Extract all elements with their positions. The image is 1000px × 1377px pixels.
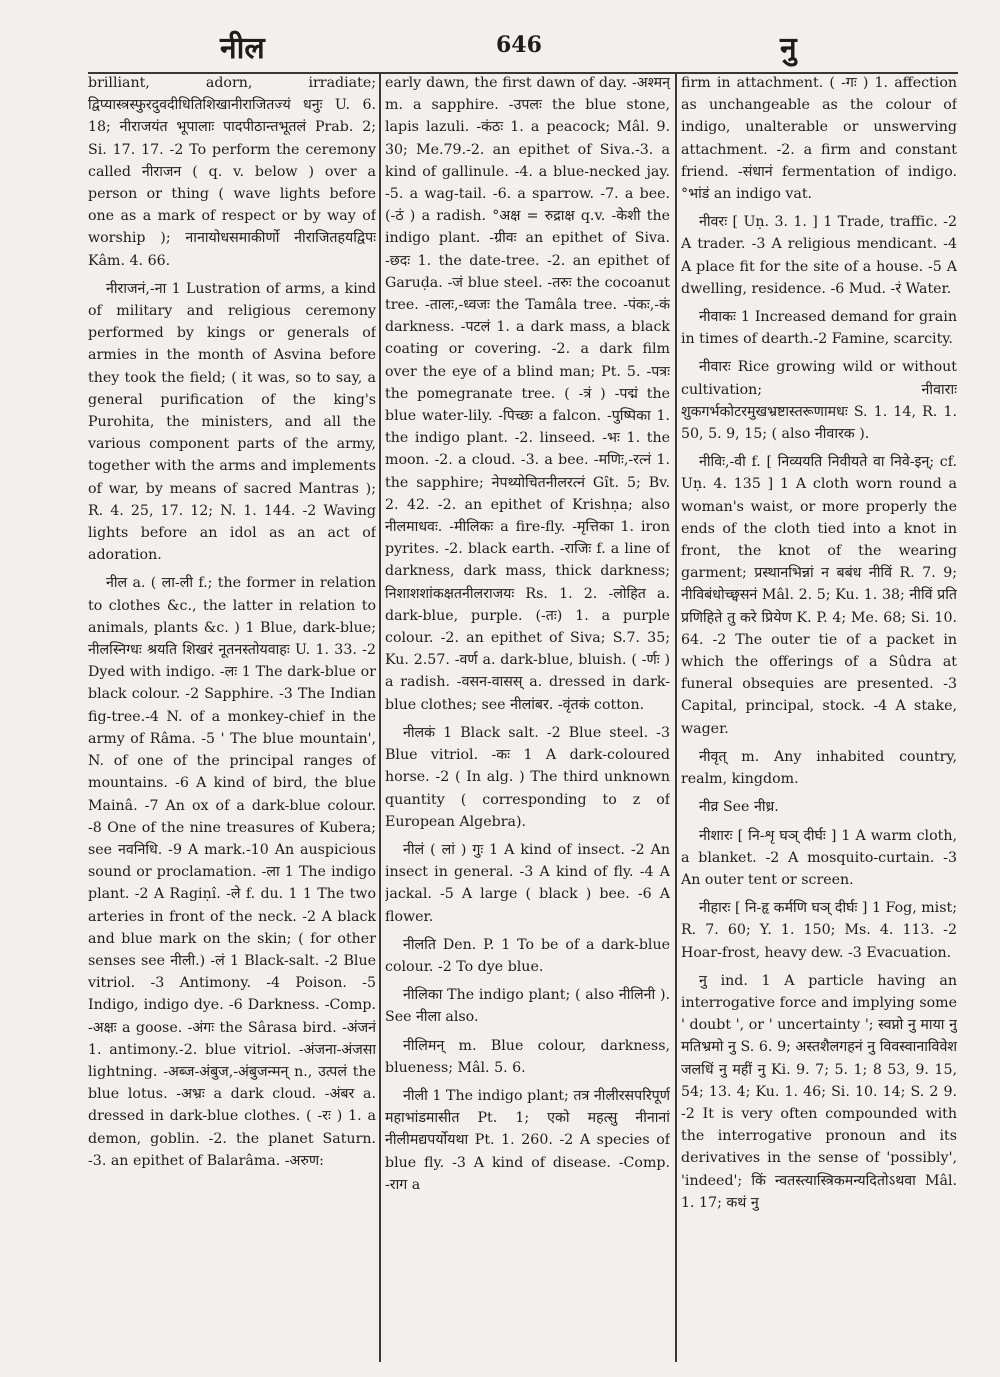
entry-nila: नील a. ( ला-ली f.; the former in relation to clothes &c., the latter in relation to animals, plants &c. ) 1 Blue, dark-blue; नीलस्निग्धः श्रयति शिखरं नूतनस्तोयवाहः U. 1. 33. -2 Dyed with indigo. -लः 1 The dark-blue or black colour. -2 Sapphire. -3 The Indian fig-tree.-4 N. of a monkey-chief in the army of Râma. -5 ' The blue mountain', N. of one of the principal ranges of mountains. -6 A kind of bird, the blue Mainâ. -7 An ox of a dark-blue colour. -8 One of the nine treasures of Kubera; see नवनिधि. -9 A mark.-10 An auspicious sound or proclamation. -ला 1 The indigo plant. -2 A Ragiṇî. -ले f. du. 1 1 The two arteries in front of the neck. -2 A black and blue mark on the skin; ( for other senses see नीली.) -लं 1 Black-salt. -2 Blue vitriol. -3 Antimony. -4 Poison. -5 Indigo, indigo dye. -6 Darkness. -Comp. -अक्षः a goose. -अंगः the Sârasa bird. -अंजनं 1. antimony.-2. blue vitriol. -अंजना-अंजसा lightning. -अब्ज-अंबुज,-अंबुजन्मन् n., उत्पलं the blue lotus. -अभ्रः a dark cloud. -अंबर a. dressed in dark-blue clothes. ( -रः ) 1. a demon, goblin. -2. the planet Saturn. -3. an epithet of Balarâma. -अरुण: <box>88 575 376 1169</box>
entry-nili: नीली 1 The indigo plant; तत्र नीलीरसपरिपूर्ण महाभांडमासीत Pt. 1; एको महत्सु नीनानां नीलीमद्यपर्योयथा Pt. 1. 260. -2 A species of blue fly. -3 A kind of disease. -Comp. -राग a <box>385 1087 670 1193</box>
entry-nivi: नीविः,-वी f. [ निव्ययति निवीयते वा निवे-इन्; cf. Uṇ. 4. 135 ] 1 A cloth worn round a woman's waist, or more properly the ends of the cloth tied into a knot in front, the knot of the wearing garment; प्रस्थानभिन्नां न बबंध नीविं R. 7. 9; नीविबंधोच्छ्वसनं Mâl. 2. 5; Ku. 1. 38; नीविं प्रति प्रणिहिते तु करे प्रियेण K. P. 4; Me. 68; Si. 10. 64. -2 The outer tie of a packet in which the offerings of a Sûdra at funeral obsequies are presented. -3 Capital, principal, stock. -4 A stake, wager. <box>681 454 957 737</box>
left-guide-word: नील <box>220 31 265 66</box>
page-header <box>90 26 970 70</box>
entry-paragraph: brilliant, adorn, irradiate; द्विप्यास्त्रस्फुरदुवदीधितिशिखानीराजितज्यं धनुः U. 6. 18; नीराजयंत भूपालाः पादपीठान्तभूतलं Prab. 2; Si. 17. 17. -2 To perform the ceremony called नीराजन ( q. v. below ) over a person or thing ( wave lights before one as a mark of respect or by way of worship ); नानायोधसमाकीर्णो नीराजितहयद्विपः Kâm. 4. 66. <box>88 75 376 269</box>
column-divider <box>675 72 677 1362</box>
entry-nivara: नीवरः [ Uṇ. 3. 1. ] 1 Trade, traffic. -2 A trader. -3 A religious mendicant. -4 A place fit for the site of a house. -5 A dwelling, residence. -6 Mud. -रं Water. <box>681 214 957 297</box>
entry-nishara: नीशारः [ नि-शृ घञ् दीर्घः ] 1 A warm cloth, a blanket. -2 A mosquito-curtain. -3 An outer tent or screen. <box>681 827 957 888</box>
entry-nivara-rice: नीवारः Rice growing wild or without cultivation; नीवाराः शुकगर्भकोटरमुखभ्रष्टास्तरूणामधः S. 1. 14, R. 1. 50, 5. 9, 15; ( also नीवारक ). <box>681 359 957 443</box>
column-3 <box>681 72 957 1362</box>
entry-nirajana: नीराजनं,-ना 1 Lustration of arms, a kind of military and religious ceremony performed by kings or generals of armies in the month of Asvina before they took the field; ( it was, so to say, a general purification of the king's Purohita, the ministers, and all the various component parts of the army, together with the arms and implements of war, by means of sacred Mantras ); R. 4. 25, 17. 12; N. 1. 144. -2 Waving lights before an idol as an act of adoration. <box>88 280 376 564</box>
entry-nivrit: नीवृत् m. Any inhabited country, realm, kingdom. <box>681 748 957 788</box>
entry-niliman: नीलिमन् m. Blue colour, darkness, blueness; Mâl. 5. 6. <box>385 1037 670 1076</box>
dictionary-columns <box>88 72 958 1362</box>
entry-nivra: नीव्र See नीध्र. <box>699 799 779 816</box>
entry-paragraph: early dawn, the first dawn of day. -अश्मन् m. a sapphire. -उपलः the blue stone, lapis lazuli. -कंठः 1. a peacock; Mâl. 9. 30; Me.79.-2. an epithet of Siva.-3. a kind of gallinule. -4. a blue-necked jay. -5. a wag-tail. -6. a sparrow. -7. a bee. (-ठं ) a radish. °अक्ष = रुद्राक्ष q.v. -केशी the indigo plant. -ग्रीवः an epithet of Siva. -छदः 1. the date-tree. -2. an epithet of Garuḍa. -जं blue steel. -तरुः the cocoanut tree. -तालः,-ध्वजः the Tamâla tree. -पंकः,-कं darkness. -पटलं 1. a dark mass, a black coating or covering. -2. a dark film over the eye of a blind man; Pt. 5. -पत्रः the pomegranate tree. ( -त्रं ) -पद्मं the blue water-lily. -पिच्छः a falcon. -पुष्पिका 1. the indigo plant. -2. linseed. -भः 1. the moon. -2. a cloud. -3. a bee. -मणिः,-रत्नं 1. the sapphire; नेपथ्योचितनीलरत्नं Gît. 5; Bv. 2. 42. -2. an epithet of Krishṇa; also नीलमाधवः. -मीलिकः a fire-fly. -मृत्तिका 1. iron pyrites. -2. black earth. -राजिः f. a line of darkness, dark mass, thick darkness; निशाशशांकक्षतनीलराजयः Rs. 1. 2. -लोहित a. dark-blue, purple. (-तः) 1. a purple colour. -2. an epithet of Siva; S.7. 35; Ku. 2.57. -वर्ण a. dark-blue, bluish. ( -र्णः ) a radish. -वसन-वासस् a. dressed in dark-blue clothes; see नीलांबर. -वृंतकं cotton. <box>385 75 670 713</box>
entry-nilaka: नीलकं 1 Black salt. -2 Blue steel. -3 Blue vitriol. -कः 1 A dark-coloured horse. -2 ( In alg. ) The third unknown quantity ( corresponding to z of European Algebra). <box>385 724 670 830</box>
entry-nu: नु ind. 1 A particle having an interrogative force and implying some ' doubt ', or ' uncertainty '; स्वप्नो नु माया नु मतिभ्रमो नु S. 6. 9; अस्तशैलगहनं नु विवस्वानाविवेश जलधिं नु महीं नु Ki. 9. 7; 5. 1; 8 53, 9. 15, 54; 13. 4; Ku. 1. 46; Si. 10. 14; S. 2 9. -2 It is very often compounded with the interrogative pronoun and its derivatives in the sense of 'possibly', 'indeed'; किं न्वतस्त्यास्त्रिकमन्यदितोऽथवा Mâl. 1. 17; कथं नु <box>681 972 957 1211</box>
page-number: 646 <box>496 32 542 58</box>
entry-nihara: नीहारः [ नि-हृ कर्मणि घञ् दीर्घः ] 1 Fog, mist; R. 7. 60; Y. 1. 150; Ms. 4. 113. -2 Hoar-frost, heavy dew. -3 Evacuation. <box>681 900 957 961</box>
column-divider <box>379 72 381 1362</box>
entry-nilangu: नीलं ( लां ) गुः 1 A kind of insect. -2 An insect in general. -3 A kind of fly. -4 A jackal. -5 A large ( black ) bee. -6 A flower. <box>385 841 670 925</box>
entry-nilati: नीलति Den. P. 1 To be of a dark-blue colour. -2 To dye blue. <box>385 936 670 975</box>
column-2 <box>385 72 670 1362</box>
right-guide-word: नु <box>780 31 797 66</box>
entry-nilika: नीलिका The indigo plant; ( also नीलिनी ). See नीला also. <box>385 987 670 1026</box>
column-1 <box>88 72 376 1362</box>
entry-nivaka: नीवाकः 1 Increased demand for grain in times of dearth.-2 Famine, scarcity. <box>681 309 957 348</box>
entry-paragraph: firm in attachment. ( -गः ) 1. affection as unchangeable as the colour of indigo, unalterable or unswerving attachment. -2. a firm and constant friend. -संधानं fermentation of indigo. °भांडं an indigo vat. <box>681 75 957 203</box>
